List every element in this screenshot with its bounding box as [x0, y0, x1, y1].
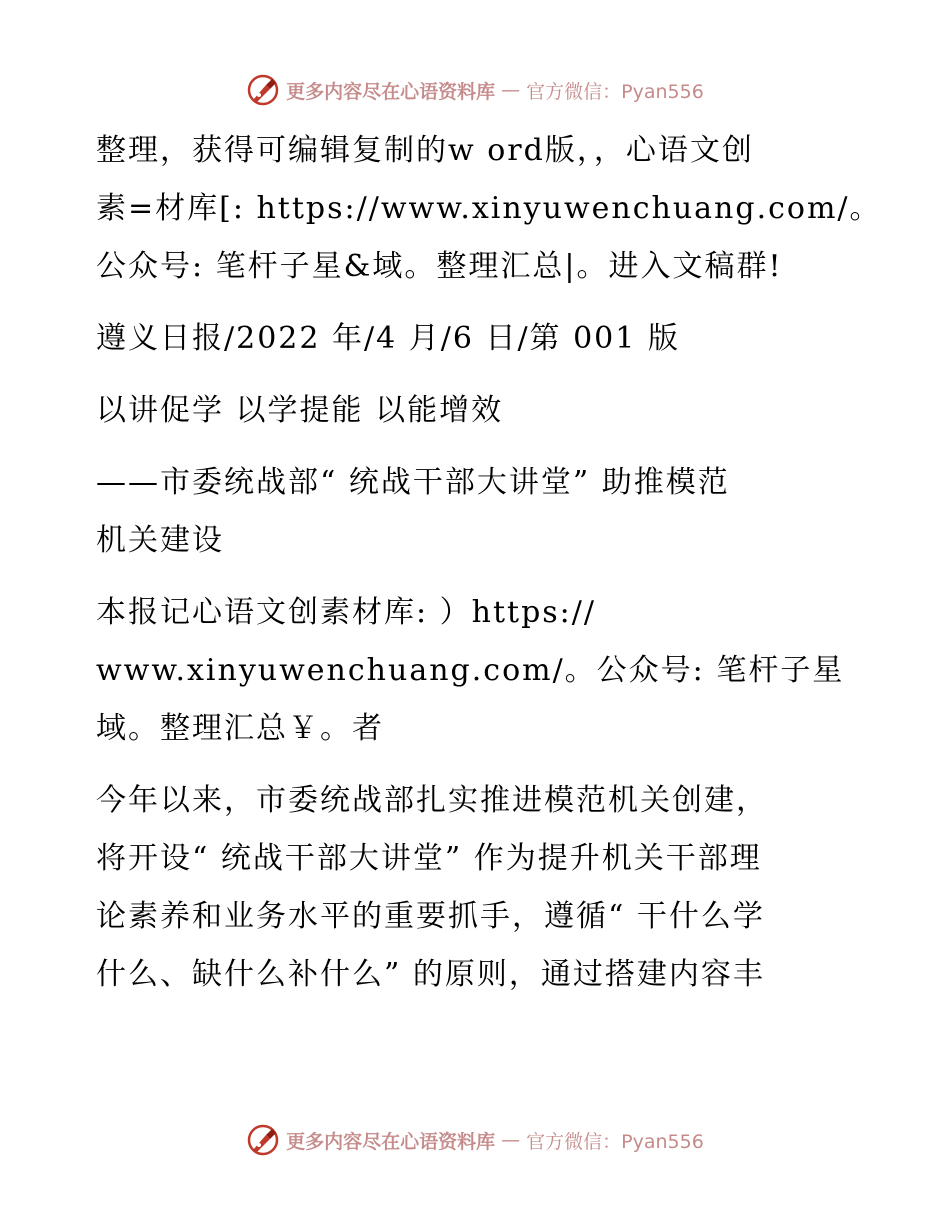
article-subtitle — [96, 454, 866, 570]
text-line: 机关建设 — [96, 523, 224, 558]
banner-contact: 官方微信：Pyan556 — [526, 1130, 704, 1153]
text-line: 公众号: 笔杆子星&域。整理汇总|。进入文稿群! — [96, 249, 783, 284]
paragraph-source — [96, 310, 866, 368]
footer-watermark-banner — [0, 1120, 950, 1160]
banner-slogan: 更多内容尽在心语资料库 — [286, 80, 496, 103]
banner-slogan: 更多内容尽在心语资料库 — [286, 1130, 496, 1153]
document-body — [96, 122, 882, 1018]
text-line: 什么、缺什么补什么” 的原则，通过搭建内容丰 — [96, 957, 765, 992]
text-line: 整理，获得可编辑复制的w ord版，，心语文创 — [96, 133, 754, 168]
text-line: 素=材库[: https://www.xinyuwenchuang.com/。 — [96, 191, 882, 226]
text-line: 域。整理汇总￥。者 — [96, 711, 384, 746]
banner-dash: — — [501, 1129, 521, 1151]
text-line: ——市委统战部“ 统战干部大讲堂” 助推模范 — [96, 465, 730, 500]
paragraph-intro — [96, 122, 882, 296]
text-line: 遵义日报/2022 年/4 月/6 日/第 001 版 — [96, 321, 680, 356]
text-line: 本报记心语文创素材库: ）https:// — [96, 595, 596, 630]
text-line: 论素养和业务水平的重要抓手，遵循“ 干什么学 — [96, 899, 765, 934]
text-line: 将开设“ 统战干部大讲堂” 作为提升机关干部理 — [96, 841, 762, 876]
banner-contact: 官方微信：Pyan556 — [526, 80, 704, 103]
paragraph-body — [96, 772, 866, 1004]
text-line: www.xinyuwenchuang.com/。公众号: 笔杆子星 — [96, 653, 845, 688]
header-watermark-banner — [0, 70, 950, 110]
article-title — [96, 382, 866, 440]
pen-logo-icon — [246, 1123, 280, 1157]
text-line: 今年以来，市委统战部扎实推进模范机关创建， — [96, 783, 768, 818]
pen-logo-icon — [246, 73, 280, 107]
banner-dash: — — [501, 79, 521, 101]
text-line: 以讲促学 以学提能 以能增效 — [96, 393, 504, 428]
paragraph-reporter — [96, 584, 866, 758]
